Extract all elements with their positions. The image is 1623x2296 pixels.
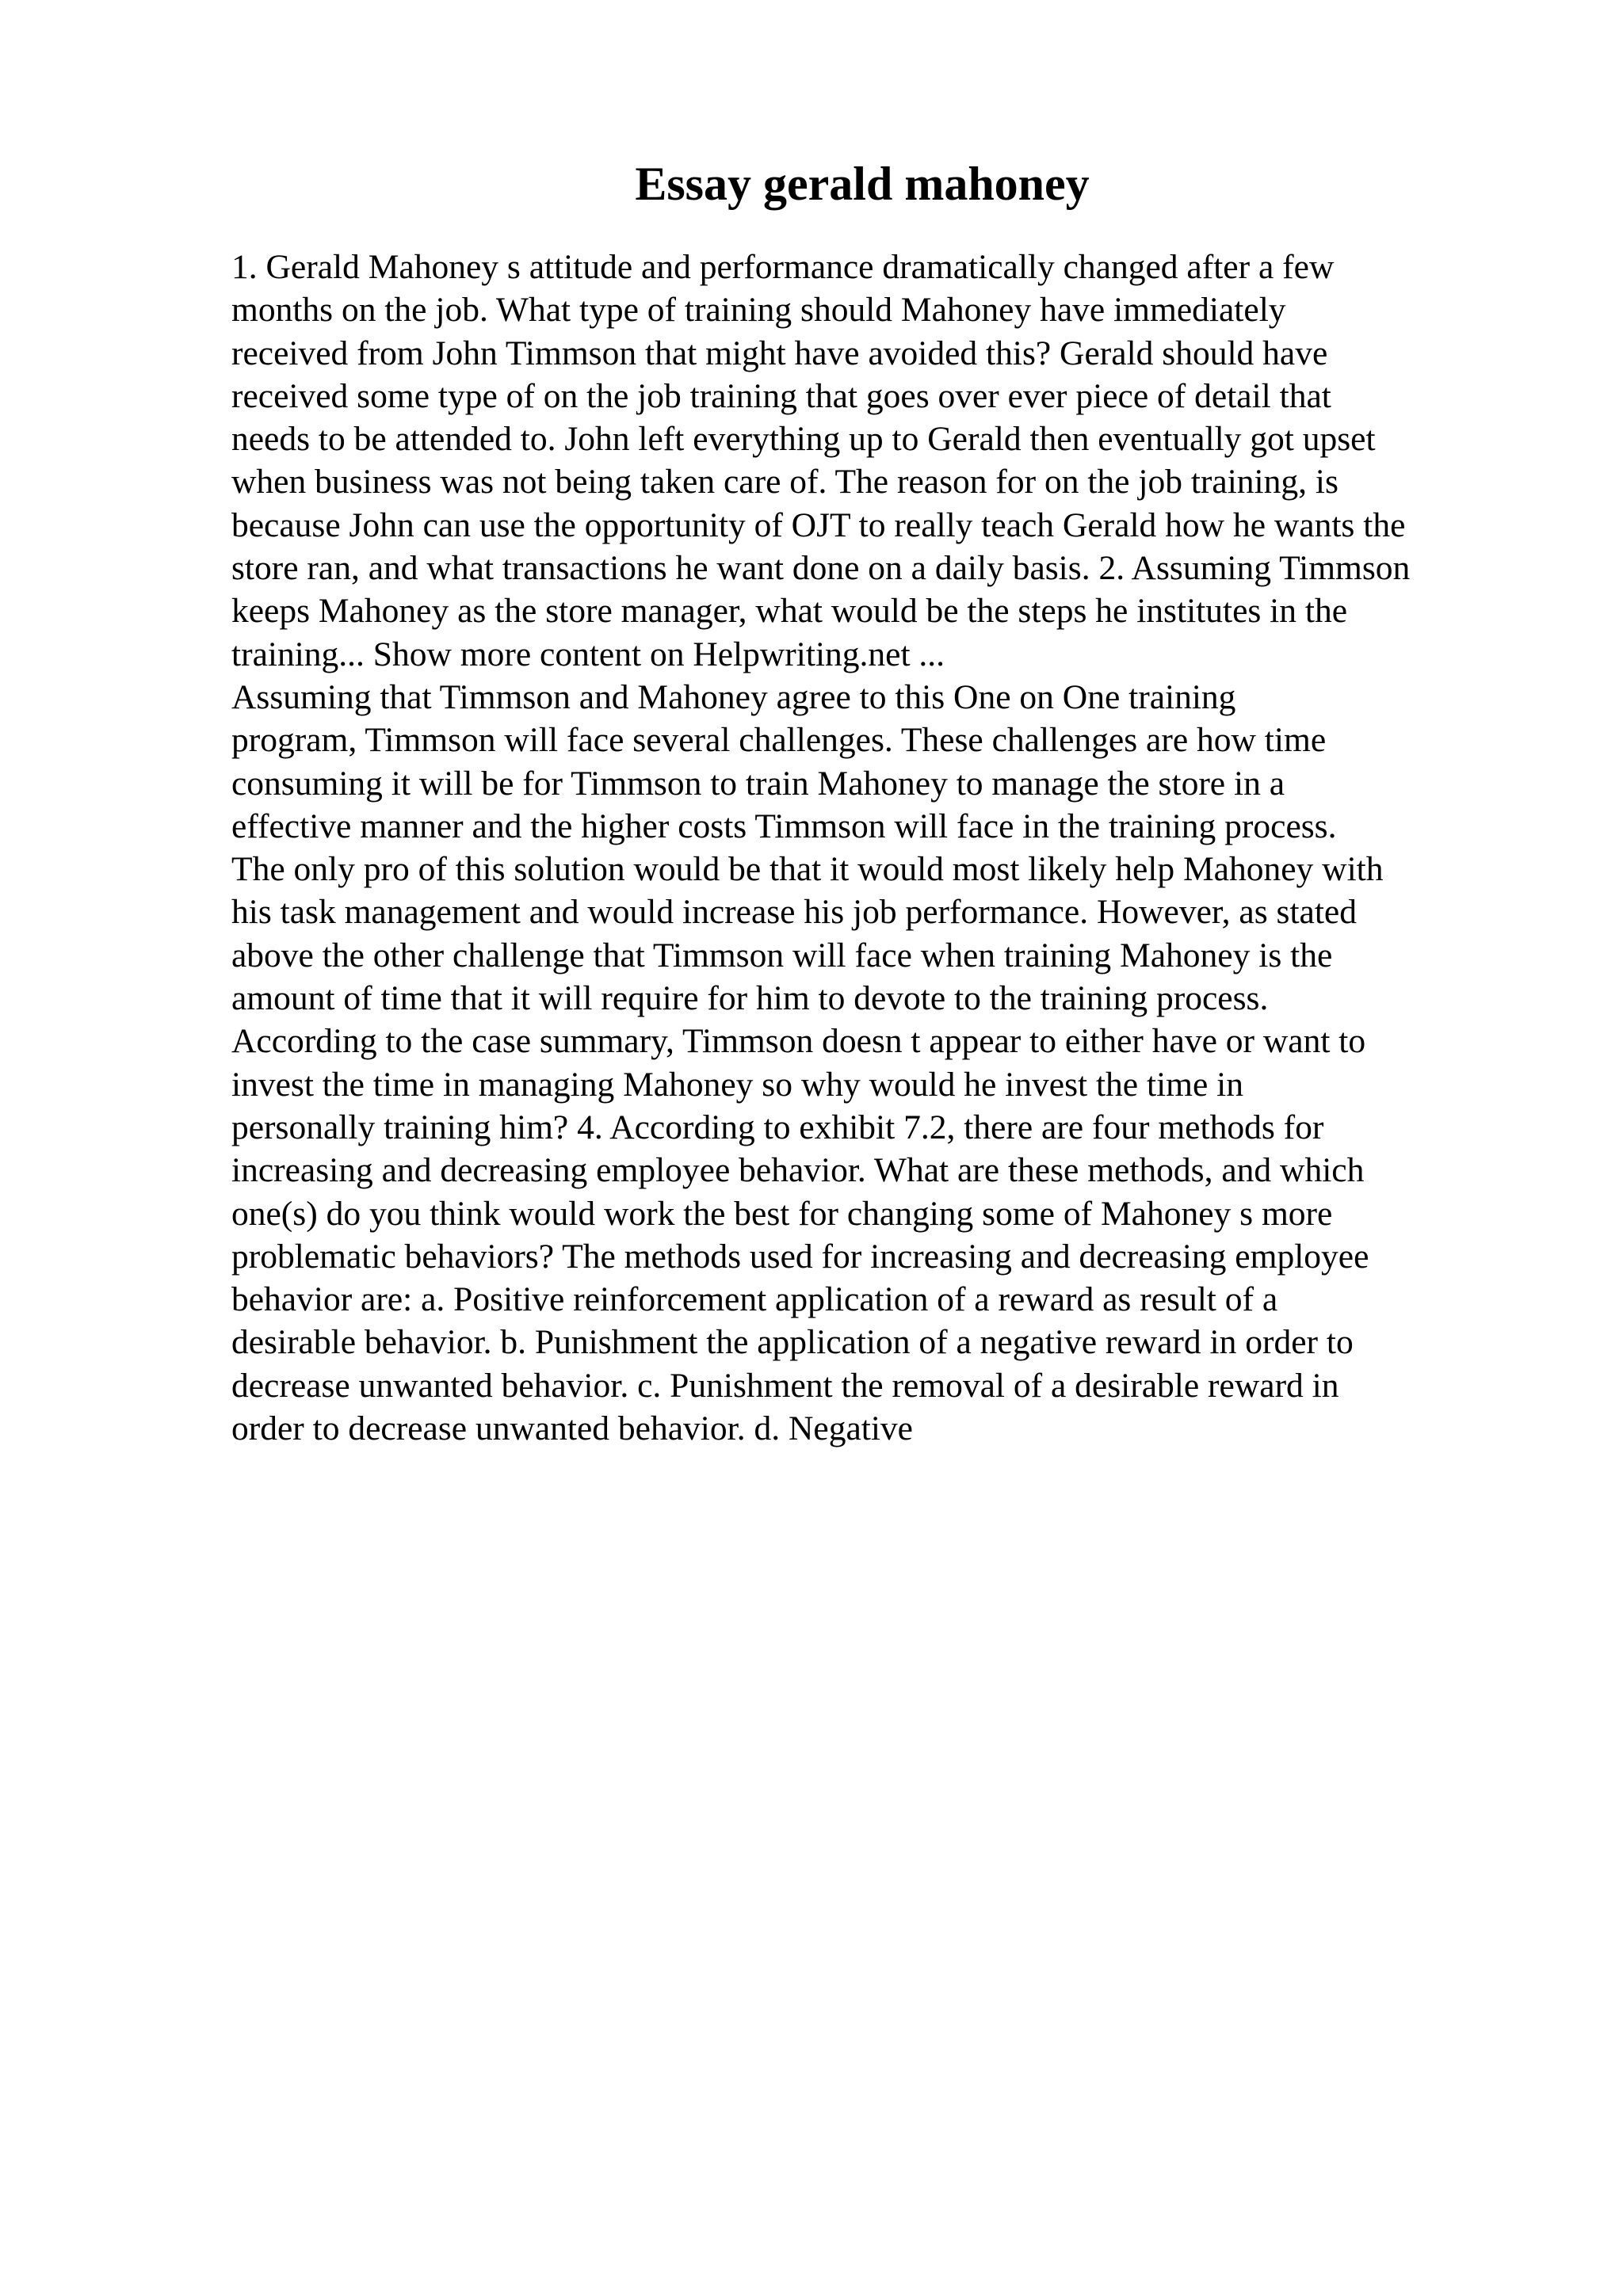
body-line: one(s) do you think would work the best for changing some of Mahoney s more xyxy=(231,1194,1333,1233)
body-line: program, Timmson will face several challenges. These challenges are how time xyxy=(231,721,1327,760)
document-body xyxy=(231,246,1531,1450)
body-line: order to decrease unwanted behavior. d. Negative xyxy=(231,1409,913,1448)
body-line: months on the job. What type of training should Mahoney have immediately xyxy=(231,291,1286,330)
body-line: invest the time in managing Mahoney so why would he invest the time in xyxy=(231,1065,1244,1104)
body-line: 1. Gerald Mahoney s attitude and performance dramatically changed after a few xyxy=(231,248,1335,286)
body-line: above the other challenge that Timmson will face when training Mahoney is the xyxy=(231,936,1333,974)
body-line: his task management and would increase his job performance. However, as stated xyxy=(231,893,1357,932)
body-line: desirable behavior. b. Punishment the application of a negative reward in order to xyxy=(231,1323,1354,1362)
body-line: Assuming that Timmson and Mahoney agree to this One on One training xyxy=(231,677,1236,716)
body-line: According to the case summary, Timmson doesn t appear to either have or want to xyxy=(231,1022,1366,1061)
body-line: personally training him? 4. According to exhibit 7.2, there are four methods for xyxy=(231,1108,1324,1146)
body-line: store ran, and what transactions he want done on a daily basis. 2. Assuming Timmson xyxy=(231,549,1411,588)
body-line: consuming it will be for Timmson to train Mahoney to manage the store in a xyxy=(231,764,1285,803)
body-line: training... Show more content on Helpwriting.net ... xyxy=(231,635,945,673)
body-line: The only pro of this solution would be that it would most likely help Mahoney with xyxy=(231,850,1384,889)
body-line: keeps Mahoney as the store manager, what would be the steps he institutes in the xyxy=(231,592,1348,631)
document-title: Essay gerald mahoney xyxy=(635,158,1090,210)
body-line: when business was not being taken care of. The reason for on the job training, is xyxy=(231,463,1338,502)
body-line: because John can use the opportunity of OJT to really teach Gerald how he wants the xyxy=(231,505,1406,544)
body-line: received from John Timmson that might have avoided this? Gerald should have xyxy=(231,334,1328,372)
body-line: received some type of on the job training that goes over ever piece of detail that xyxy=(231,376,1331,415)
body-line: increasing and decreasing employee behavior. What are these methods, and which xyxy=(231,1151,1365,1190)
body-line: needs to be attended to. John left everything up to Gerald then eventually got upset xyxy=(231,420,1376,459)
body-line: effective manner and the higher costs Timmson will face in the training process. xyxy=(231,807,1337,845)
body-line: behavior are: a. Positive reinforcement application of a reward as result of a xyxy=(231,1280,1278,1319)
body-line: decrease unwanted behavior. c. Punishment the removal of a desirable reward in xyxy=(231,1366,1339,1405)
body-line: amount of time that it will require for him to devote to the training process. xyxy=(231,979,1269,1018)
body-line: problematic behaviors? The methods used for increasing and decreasing employee xyxy=(231,1237,1369,1276)
